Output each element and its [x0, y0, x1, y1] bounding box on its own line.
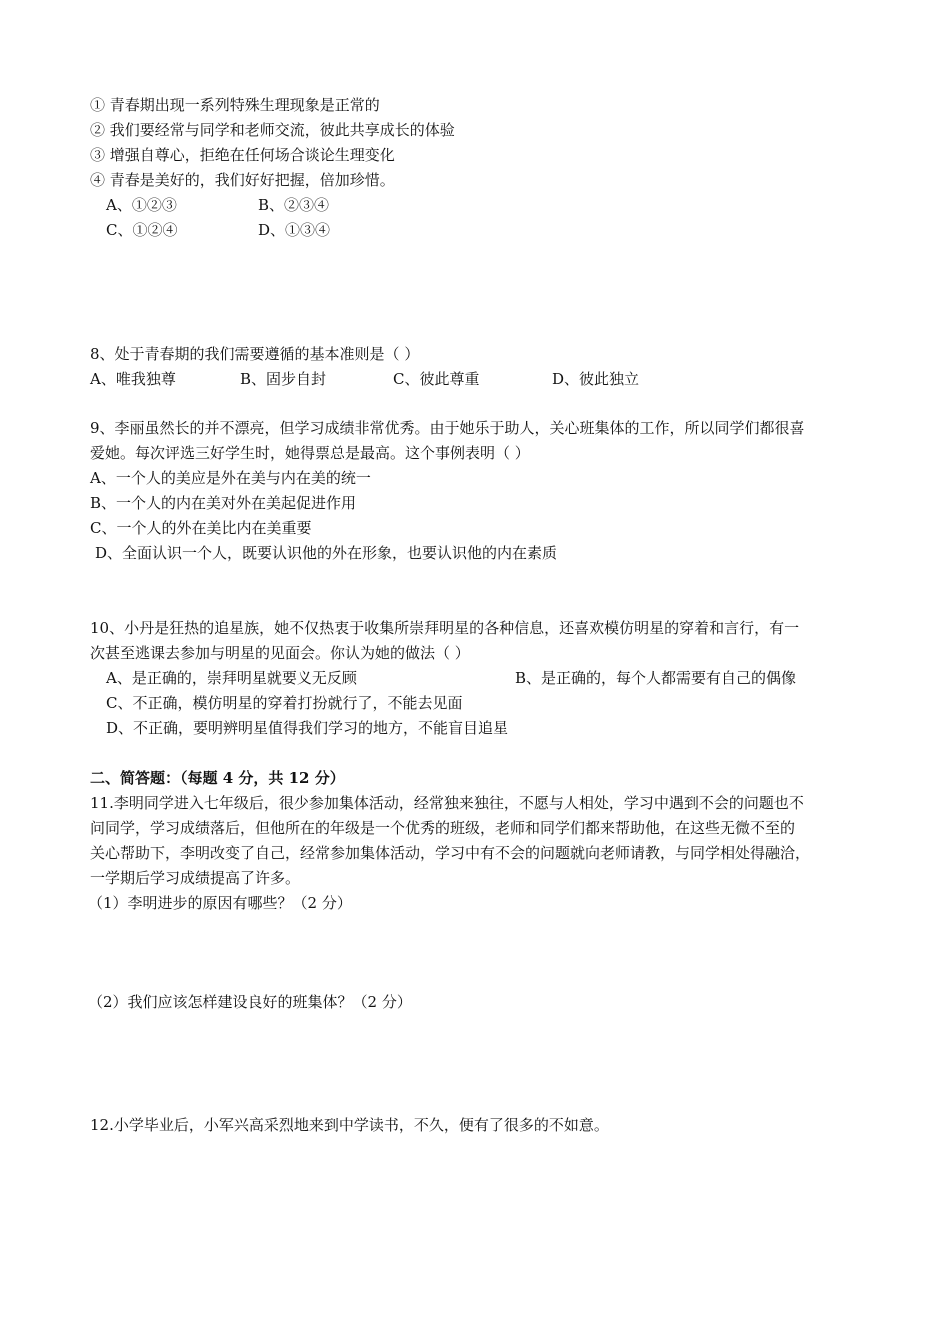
question-10-stem-line-2: 次甚至逃课去参加与明星的见面会。你认为她的做法（ ） — [90, 644, 470, 662]
question-9-stem-line-1: 9、李丽虽然长的并不漂亮，但学习成绩非常优秀。由于她乐于助人，关心班集体的工作，所以同学们都很喜 — [90, 419, 805, 437]
option-b: B、固步自封 — [240, 370, 327, 388]
option-a: A、一个人的美应是外在美与内在美的统一 — [90, 469, 371, 487]
question-8-stem: 8、处于青春期的我们需要遵循的基本准则是（ ） — [90, 345, 420, 363]
option-d: D、彼此独立 — [552, 370, 640, 388]
question-11-line-4: 一学期后学习成绩提高了许多。 — [90, 869, 301, 887]
statement-4: ④ 青春是美好的，我们好好把握，倍加珍惜。 — [90, 171, 395, 189]
statement-2: ② 我们要经常与同学和老师交流，彼此共享成长的体验 — [90, 121, 455, 139]
question-11-line-3: 关心帮助下，李明改变了自己，经常参加集体活动，学习中有不会的问题就向老师请教，与同学相处得融洽， — [90, 844, 811, 862]
question-11-line-1: 11.李明同学进入七年级后，很少参加集体活动，经常独来独往，不愿与人相处，学习中遇到不会的问题也不 — [90, 794, 804, 812]
question-9-stem-line-2: 爱她。每次评选三好学生时，她得票总是最高。这个事例表明（ ） — [90, 444, 530, 462]
option-b: B、是正确的，每个人都需要有自己的偶像 — [515, 669, 797, 687]
statement-1: ① 青春期出现一系列特殊生理现象是正常的 — [90, 96, 380, 114]
option-c: C、不正确，模仿明星的穿着打扮就行了，不能去见面 — [106, 694, 463, 712]
section-2-heading: 二、简答题：（每题 4 分，共 12 分） — [90, 769, 345, 787]
question-11-sub-2: （2）我们应该怎样建设良好的班集体？（2 分） — [88, 993, 412, 1011]
option-d: D、不正确，要明辨明星值得我们学习的地方，不能盲目追星 — [106, 719, 509, 737]
question-12-stem: 12.小学毕业后，小军兴高采烈地来到中学读书，不久，便有了很多的不如意。 — [90, 1116, 609, 1134]
option-b: B、②③④ — [258, 196, 330, 214]
option-d: D、①③④ — [258, 221, 331, 239]
question-10-stem-line-1: 10、小丹是狂热的追星族，她不仅热衷于收集所崇拜明星的各种信息，还喜欢模仿明星的穿着和言行，有一 — [90, 619, 800, 637]
option-c: C、①②④ — [106, 221, 178, 239]
option-a: A、唯我独尊 — [90, 370, 176, 388]
question-11-sub-1: （1）李明进步的原因有哪些？（2 分） — [88, 894, 352, 912]
option-c: C、彼此尊重 — [393, 370, 480, 388]
option-a: A、①②③ — [106, 196, 177, 214]
option-c: C、一个人的外在美比内在美重要 — [90, 519, 312, 537]
statement-3: ③ 增强自尊心，拒绝在任何场合谈论生理变化 — [90, 146, 395, 164]
option-b: B、一个人的内在美对外在美起促进作用 — [90, 494, 357, 512]
option-d: D、全面认识一个人，既要认识他的外在形象，也要认识他的内在素质 — [95, 544, 558, 562]
option-a: A、是正确的，崇拜明星就要义无反顾 — [106, 669, 357, 687]
question-11-line-2: 问同学，学习成绩落后，但他所在的年级是一个优秀的班级，老师和同学们都来帮助他，在这些无微不至的 — [90, 819, 796, 837]
